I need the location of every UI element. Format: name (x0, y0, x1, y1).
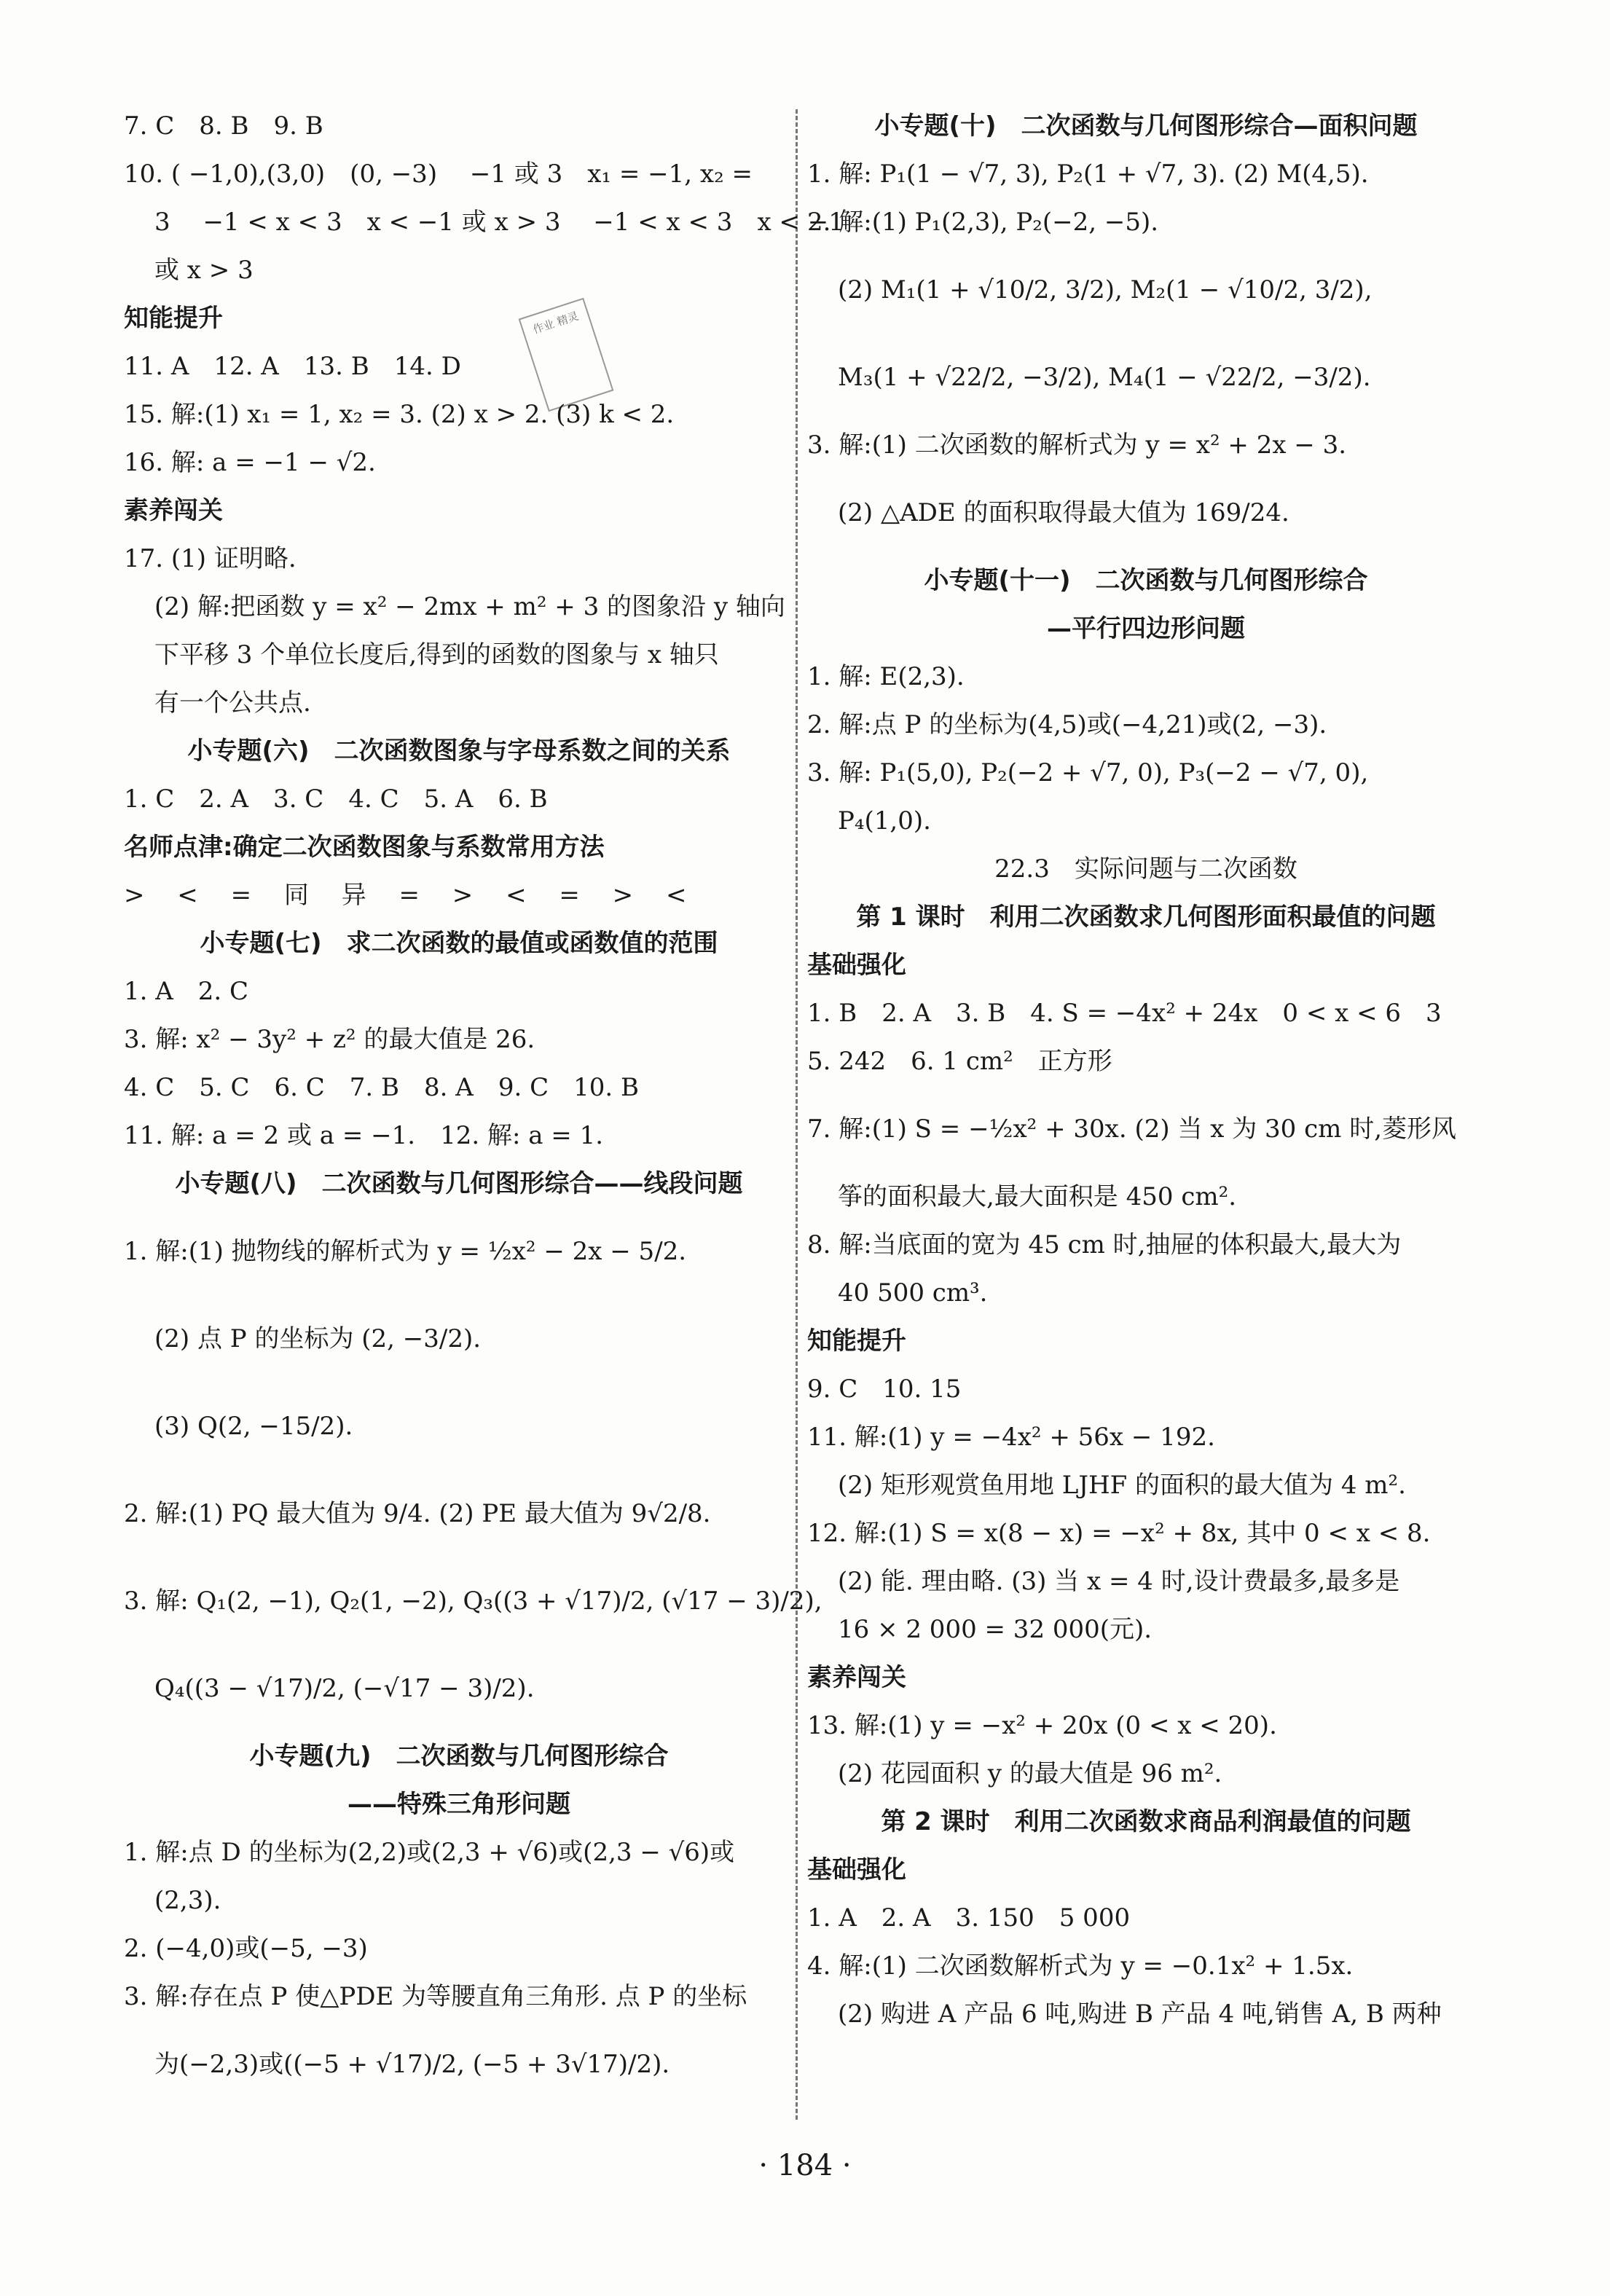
answer-text: P₄(1,0). (838, 806, 931, 836)
answer-text: (2) 能. 理由略. (3) 当 x = 4 时,设计费最多,最多是 (838, 1567, 1400, 1596)
answer-line (807, 1413, 1485, 1461)
answer-text: 4. C 5. C 6. C 7. B 8. A 9. C 10. B (124, 1073, 639, 1102)
answer-text: 有一个公共点. (154, 688, 311, 718)
answer-line (124, 198, 844, 246)
answer-text: 40 500 cm³. (838, 1278, 988, 1308)
answer-line (124, 246, 794, 294)
answer-line (124, 1470, 794, 1557)
answer-line (124, 294, 794, 342)
answer-line (124, 1732, 794, 1780)
section-heading: 知能提升 (124, 304, 223, 333)
answer-line (124, 1876, 794, 1925)
answer-text: 3. 解: P₁(5,0), P₂(−2 + √7, 0), P₃(−2 − √7, 0), (807, 758, 1369, 787)
answer-line (124, 2021, 794, 2108)
answer-line (124, 631, 794, 679)
answer-text: 7. 解:(1) S = −½x² + 30x. (2) 当 x 为 30 cm 时,菱形风 (807, 1114, 1457, 1144)
answer-line (807, 1798, 1485, 1846)
answer-line (124, 1160, 794, 1208)
answer-line (807, 1037, 1485, 1085)
answer-text: 22.3 实际问题与二次函数 (994, 854, 1297, 884)
answer-text: 5. 242 6. 1 cm² 正方形 (807, 1047, 1112, 1076)
answer-line (807, 749, 1485, 797)
answer-text: 1. A 2. A 3. 150 5 000 (807, 1903, 1131, 1933)
answer-line (124, 1645, 794, 1732)
answer-line (807, 653, 1485, 701)
answer-line (124, 679, 794, 727)
answer-line (124, 1925, 794, 1973)
answer-text: 3 −1 < x < 3 x < −1 或 x > 3 −1 < x < 3 x < −1 (154, 208, 844, 237)
answer-line (124, 967, 794, 1015)
answer-line (807, 1221, 1485, 1269)
answer-text: 筝的面积最大,最大面积是 450 cm². (838, 1182, 1237, 1211)
answer-text: 17. (1) 证明略. (124, 544, 297, 573)
answer-text: 1. C 2. A 3. C 4. C 5. A 6. B (124, 785, 548, 814)
answer-line (807, 421, 1485, 469)
answer-text: 1. 解:(1) 抛物线的解析式为 y = ½x² − 2x − 5/2. (124, 1237, 687, 1266)
answer-line (124, 1295, 794, 1383)
answer-text: 4. 解:(1) 二次函数解析式为 y = −0.1x² + 1.5x. (807, 1951, 1354, 1981)
answer-text: (2) 花园面积 y 的最大值是 96 m². (838, 1759, 1222, 1788)
answer-line (124, 535, 794, 583)
answer-line (807, 1605, 1485, 1654)
answer-text: M₃(1 + √22/2, −3/2), M₄(1 − √22/2, −3/2). (838, 363, 1371, 392)
answer-text: 3. 解: Q₁(2, −1), Q₂(1, −2), Q₃((3 + √17)/2, (√17 − 3)/2), (124, 1587, 822, 1616)
answer-line (807, 102, 1485, 150)
answer-text: 1. B 2. A 3. B 4. S = −4x² + 24x 0 < x < 6 3 (807, 999, 1442, 1028)
answer-line (807, 1557, 1485, 1605)
answer-line (124, 1557, 822, 1645)
topic-title: 小专题(十一) 二次函数与几何图形综合 (924, 566, 1368, 595)
answer-text: 11. 解:(1) y = −4x² + 56x − 192. (807, 1423, 1215, 1452)
section-heading: 知能提升 (807, 1326, 906, 1356)
answer-line (124, 487, 794, 535)
answer-line (807, 1509, 1485, 1557)
answer-line (807, 198, 1485, 246)
answer-line (807, 469, 1485, 557)
answer-line (124, 342, 794, 390)
answer-text: 1. 解: P₁(1 − √7, 3), P₂(1 + √7, 3). (2) M(4,5). (807, 160, 1369, 189)
answer-line (807, 1654, 1485, 1702)
answer-line (124, 1828, 794, 1876)
answer-text: 7. C 8. B 9. B (124, 111, 323, 141)
answer-text: (2,3). (154, 1886, 221, 1915)
answer-line (807, 1702, 1485, 1750)
answer-text: > < = 同 异 = > < = > < (124, 881, 687, 910)
answer-line (807, 845, 1485, 893)
answer-line (124, 775, 794, 823)
answer-text: 2. 解:(1) PQ 最大值为 9/4. (2) PE 最大值为 9√2/8. (124, 1499, 711, 1528)
answer-line (124, 1383, 794, 1470)
answer-text: 3. 解:存在点 P 使△PDE 为等腰直角三角形. 点 P 的坐标 (124, 1982, 747, 2011)
answer-line (807, 1461, 1485, 1509)
right-column (807, 102, 1485, 2038)
answer-line (124, 150, 794, 198)
answer-line (124, 583, 794, 631)
answer-line (807, 605, 1485, 653)
answer-text: 1. 解: E(2,3). (807, 662, 965, 691)
answer-line (124, 871, 794, 919)
answer-text: (2) 点 P 的坐标为 (2, −3/2). (154, 1324, 482, 1353)
answer-line (124, 727, 794, 775)
answer-line (124, 439, 794, 487)
section-heading: 素养闯关 (807, 1663, 906, 1692)
topic-title: ——特殊三角形问题 (347, 1790, 570, 1819)
answer-text: (2) 矩形观赏鱼用地 LJHF 的面积的最大值为 4 m². (838, 1471, 1406, 1500)
answer-text: 或 x > 3 (154, 256, 254, 285)
page-number: · 184 · (758, 2149, 852, 2182)
answer-line (807, 246, 1485, 334)
topic-title: 小专题(九) 二次函数与几何图形综合 (249, 1742, 669, 1771)
answer-line (124, 1973, 794, 2021)
answer-text: 1. 解:点 D 的坐标为(2,2)或(2,3 + √6)或(2,3 − √6)或 (124, 1838, 735, 1867)
section-heading: 基础强化 (807, 1855, 906, 1884)
answer-text: (2) M₁(1 + √10/2, 3/2), M₂(1 − √10/2, 3/2), (838, 275, 1373, 304)
topic-title: 小专题(十) 二次函数与几何图形综合—面积问题 (874, 111, 1418, 141)
answer-text: 3. 解: x² − 3y² + z² 的最大值是 26. (124, 1025, 535, 1054)
answer-line (807, 797, 1485, 845)
answer-line (807, 1894, 1485, 1942)
topic-title: 第 1 课时 利用二次函数求几何图形面积最值的问题 (856, 903, 1436, 932)
answer-line (807, 1365, 1485, 1413)
answer-line (124, 1112, 794, 1160)
answer-text: 1. A 2. C (124, 977, 249, 1006)
answer-text: 8. 解:当底面的宽为 45 cm 时,抽屉的体积最大,最大为 (807, 1230, 1402, 1259)
topic-title: 小专题(七) 求二次函数的最值或函数值的范围 (200, 929, 718, 958)
answer-line (807, 1750, 1485, 1798)
answer-text: 下平移 3 个单位长度后,得到的函数的图象与 x 轴只 (154, 640, 719, 669)
section-heading: 素养闯关 (124, 496, 223, 525)
answer-line (124, 823, 794, 871)
answer-line (124, 1780, 794, 1828)
answer-text: 2. 解:点 P 的坐标为(4,5)或(−4,21)或(2, −3). (807, 710, 1327, 739)
topic-title: —平行四边形问题 (1047, 614, 1245, 643)
topic-title: 小专题(六) 二次函数图象与字母系数之间的关系 (187, 736, 731, 766)
answer-line (124, 1015, 794, 1064)
answer-text: 13. 解:(1) y = −x² + 20x (0 < x < 20). (807, 1711, 1277, 1740)
answer-line (807, 1990, 1485, 2038)
answer-line (807, 701, 1485, 749)
answer-text: 9. C 10. 15 (807, 1375, 962, 1404)
answer-line (807, 1085, 1485, 1173)
column-divider (796, 109, 798, 2120)
topic-title: 第 2 课时 利用二次函数求商品利润最值的问题 (881, 1807, 1411, 1836)
answer-line (807, 1846, 1485, 1894)
answer-text: (2) 解:把函数 y = x² − 2mx + m² + 3 的图象沿 y 轴向 (154, 592, 785, 621)
answer-line (124, 1208, 794, 1295)
section-heading: 基础强化 (807, 951, 906, 980)
left-column (124, 102, 844, 2108)
watermark-stamp: 作业 精灵 (519, 298, 614, 412)
answer-text: (2) △ADE 的面积取得最大值为 169/24. (838, 498, 1289, 527)
answer-text: 3. 解:(1) 二次函数的解析式为 y = x² + 2x − 3. (807, 430, 1347, 460)
answer-line (807, 150, 1485, 198)
answer-line (124, 102, 794, 150)
answer-line (807, 557, 1485, 605)
answer-line (807, 989, 1485, 1037)
answer-text: Q₄((3 − √17)/2, (−√17 − 3)/2). (154, 1674, 535, 1703)
answer-line (124, 919, 794, 967)
answer-line (124, 1064, 794, 1112)
answer-text: 15. 解:(1) x₁ = 1, x₂ = 3. (2) x > 2. (3) k < 2. (124, 400, 675, 429)
answer-text: (3) Q(2, −15/2). (154, 1412, 353, 1441)
answer-text: 10. ( −1,0),(3,0) (0, −3) −1 或 3 x₁ = −1, x₂ = (124, 160, 753, 189)
answer-line (807, 1173, 1485, 1221)
answer-line (807, 1942, 1485, 1990)
answer-line (807, 1269, 1485, 1317)
answer-text: 2. 解:(1) P₁(2,3), P₂(−2, −5). (807, 208, 1159, 237)
answer-text: 11. A 12. A 13. B 14. D (124, 352, 461, 381)
topic-title: 小专题(八) 二次函数与几何图形综合——线段问题 (175, 1169, 743, 1198)
answer-text: 2. (−4,0)或(−5, −3) (124, 1934, 368, 1963)
answer-line (807, 941, 1485, 989)
answer-text: 12. 解:(1) S = x(8 − x) = −x² + 8x, 其中 0 < x < 8. (807, 1519, 1431, 1548)
answer-text: 11. 解: a = 2 或 a = −1. 12. 解: a = 1. (124, 1121, 604, 1150)
answer-line (807, 893, 1485, 941)
answer-line (807, 1317, 1485, 1365)
answer-text: 为(−2,3)或((−5 + √17)/2, (−5 + 3√17)/2). (154, 2050, 670, 2079)
answer-line (124, 390, 794, 439)
answer-text: 16. 解: a = −1 − √2. (124, 448, 376, 477)
answer-line (807, 334, 1485, 421)
answer-text: (2) 购进 A 产品 6 吨,购进 B 产品 4 吨,销售 A, B 两种 (838, 2000, 1442, 2029)
answer-text: 16 × 2 000 = 32 000(元). (838, 1615, 1152, 1644)
section-heading: 名师点津:确定二次函数图象与系数常用方法 (124, 833, 605, 862)
